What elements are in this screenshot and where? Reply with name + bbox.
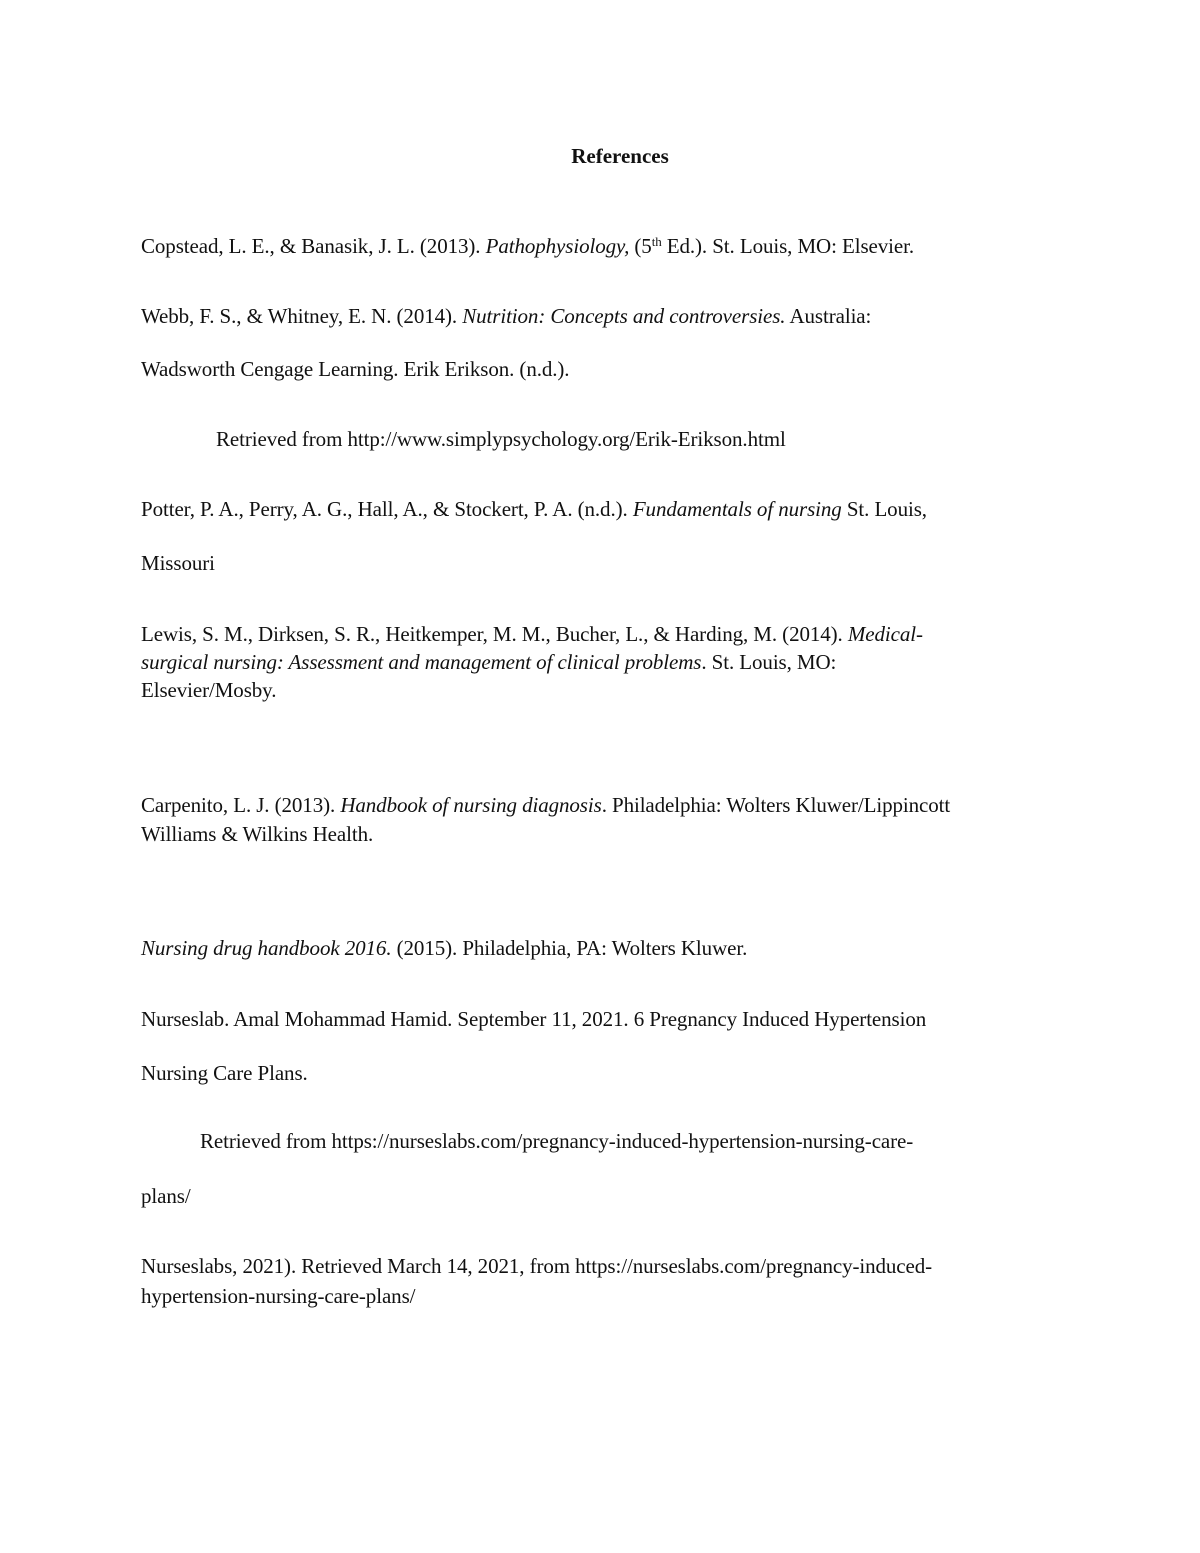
ref-title: Fundamentals of nursing [632,497,842,521]
ref-text: Copstead, L. E., & Banasik, J. L. (2013). [141,234,486,258]
ref-superscript: th [651,234,662,249]
reference-drug-handbook [141,936,747,960]
reference-nurseslab: Nurseslab. Amal Mohammad Hamid. September 11, 2021. 6 Pregnancy Induced Hypertension [141,1007,927,1031]
reference-nurseslab-line2: Nursing Care Plans. [141,1061,308,1085]
ref-title: Pathophysiology, [485,234,630,258]
ref-text: Webb, F. S., & Whitney, E. N. (2014). [141,304,463,328]
reference-potter-line2: Missouri [141,551,215,575]
reference-nurseslabs-2021: Nurseslabs, 2021). Retrieved March 14, 2021, from https://nurseslabs.com/pregnancy-induced- [141,1254,933,1278]
ref-title: Nursing drug handbook 2016. [141,936,392,960]
ref-title: Handbook of nursing diagnosis [340,793,602,817]
reference-lewis-line3: Elsevier/Mosby. [141,678,277,702]
reference-nurseslab-line4: plans/ [141,1184,191,1208]
ref-text: (5 [629,234,652,258]
reference-carpenito [141,793,950,817]
ref-text: . Philadelphia: Wolters Kluwer/Lippincott [601,793,951,817]
reference-lewis [141,622,923,646]
reference-nurseslabs-2021-line2: hypertension-nursing-care-plans/ [141,1284,416,1308]
ref-text: Lewis, S. M., Dirksen, S. R., Heitkemper, M. M., Bucher, L., & Harding, M. (2014). [141,622,848,646]
ref-title: Nutrition: Concepts and controversies. [462,304,786,328]
reference-carpenito-line2: Williams & Wilkins Health. [141,822,374,846]
ref-title: surgical nursing: Assessment and management of clinical problems [141,650,702,674]
ref-text: . St. Louis, MO: [701,650,837,674]
ref-text: Potter, P. A., Perry, A. G., Hall, A., & Stockert, P. A. (n.d.). [141,497,633,521]
ref-text: Carpenito, L. J. (2013). [141,793,341,817]
reference-copstead [141,234,914,258]
reference-webb-retrieved: Retrieved from http://www.simplypsychology.org/Erik-Erikson.html [216,427,786,451]
ref-text: Australia: [785,304,872,328]
reference-lewis-line2 [141,650,836,674]
ref-title: Medical- [847,622,923,646]
ref-text: (2015). Philadelphia, PA: Wolters Kluwer. [391,936,748,960]
page-title: References [571,144,669,168]
reference-webb [141,304,871,328]
reference-nurseslab-retrieved: Retrieved from https://nurseslabs.com/pregnancy-induced-hypertension-nursing-care- [200,1129,914,1153]
ref-text: Ed.). St. Louis, MO: Elsevier. [661,234,914,258]
ref-text: St. Louis, [841,497,927,521]
reference-webb-line2: Wadsworth Cengage Learning. Erik Erikson. (n.d.). [141,357,570,381]
reference-potter [141,497,927,521]
